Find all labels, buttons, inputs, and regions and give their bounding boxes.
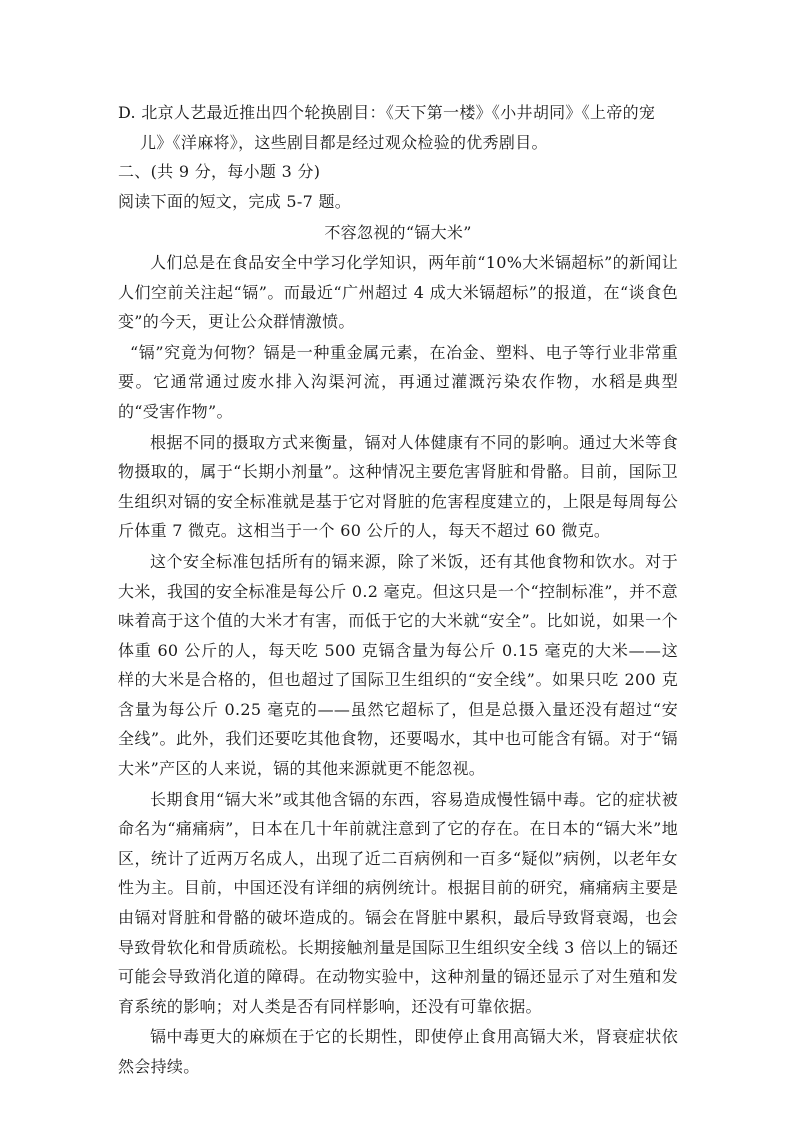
article-paragraph-5: 长期食用“镉大米”或其他含镉的东西，容易造成慢性镉中毒。它的症状被命名为“痛痛病”，日本在几十年前就注意到了它的存在。在日本的“镉大米”地区，统计了近两万名成人，出现了近二百病例和一百多“疑似”病例，以老年女性为主。目前，中国还没有详细的病例统计。根据目前的研究，痛痛病主要是由镉对肾脏和骨骼的破坏造成的。镉会在肾脏中累积，最后导致肾衰竭，也会导致骨软化和骨质疏松。长期接触剂量是国际卫生组织安全线 3 倍以上的镉还可能会导致消化道的障碍。在动物实验中，这种剂量的镉还显示了对生殖和发育系统的影响；对人类是否有同样影响，还没有可靠依据。	[118, 789, 678, 1016]
option-d-line-2: 儿》《洋麻将》，这些剧目都是经过观众检验的优秀剧目。	[140, 132, 548, 152]
article-title: 不容忽视的“镉大米”	[324, 223, 472, 243]
document-page	[118, 98, 678, 1082]
section-heading: 二、(共 9 分，每小题 3 分)	[118, 162, 321, 182]
section-instruction: 阅读下面的短文，完成 5-7 题。	[118, 191, 352, 211]
article-paragraph-3: 根据不同的摄取方式来衡量，镉对人体健康有不同的影响。通过大米等食物摄取的，属于“长期小剂量”。这种情况主要危害肾脏和骨骼。目前，国际卫生组织对镉的安全标准就是基于它对肾脏的危害程度建立的，上限是每周每公斤体重 7 微克。这相当于一个 60 公斤的人，每天不超过 60 微克。	[118, 432, 678, 541]
option-d-line-1: D. 北京人艺最近推出四个轮换剧目：《天下第一楼》《小井胡同》《上帝的宠	[118, 103, 656, 122]
article-paragraph-1: 人们总是在食品安全中学习化学知识，两年前“10%大米镉超标”的新闻让人们空前关注起“镉”。而最近“广州超过 4 成大米镉超标”的报道，在“谈食色变”的今天，更让公众群情激愤。	[118, 252, 678, 332]
article-paragraph-6: 镉中毒更大的麻烦在于它的长期性，即使停止食用高镉大米，肾衰症状依然会持续。	[118, 1027, 678, 1076]
article-paragraph-2: “镉”究竟为何物？镉是一种重金属元素，在冶金、塑料、电子等行业非常重要。它通常通过废水排入沟渠河流，再通过灌溉污染农作物，水稻是典型的“受害作物”。	[118, 342, 678, 421]
article-paragraph-4: 这个安全标准包括所有的镉来源，除了米饭，还有其他食物和饮水。对于大米，我国的安全标准是每公斤 0.2 毫克。但这只是一个“控制标准”，并不意味着高于这个值的大米才有害，而低于它的大米就“安全”。比如说，如果一个体重 60 公斤的人，每天吃 500 克镉含量为每公斤 0.15 毫克的大米——这样的大米是合格的，但也超过了国际卫生组织的“安全线”。如果只吃 200 克含量为每公斤 0.25 毫克的——虽然它超标了，但是总摄入量还没有超过“安全线”。此外，我们还要吃其他食物，还要喝水，其中也可能含有镉。对于“镉大米”产区的人来说，镉的其他来源就更不能忽视。	[118, 551, 678, 779]
